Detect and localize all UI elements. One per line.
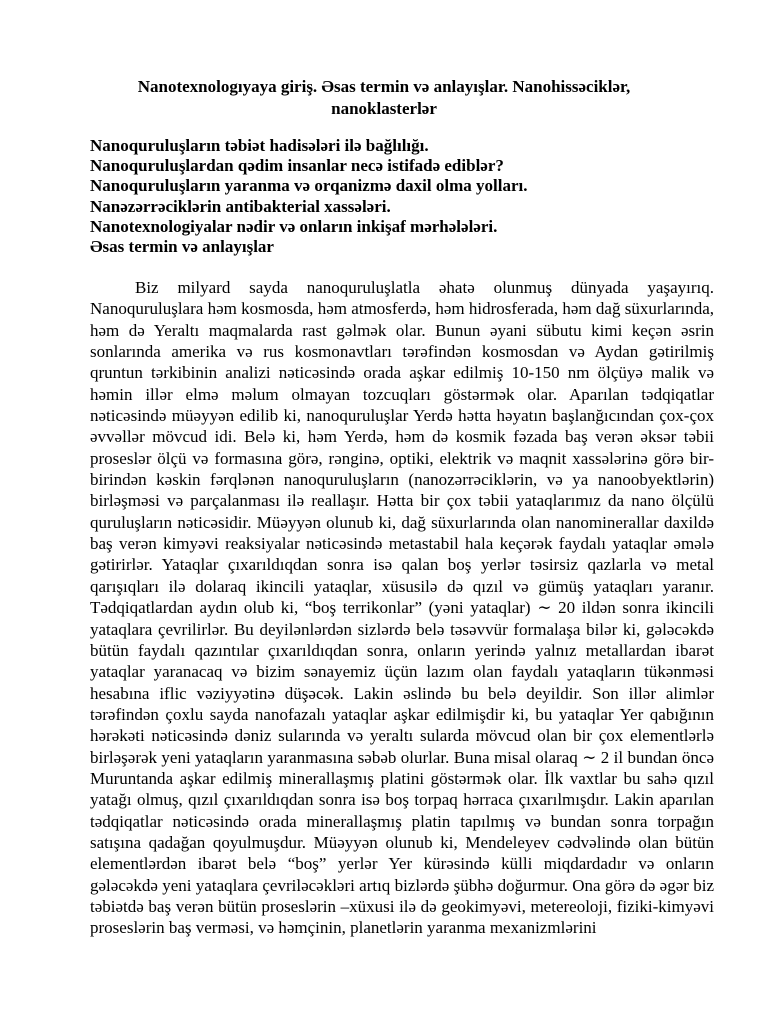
topic-item: Nanoquruluşların təbiət hadisələri ilə bağlılığı. bbox=[90, 136, 429, 155]
topic-item: Nanoquruluşların yaranma və orqanizmə daxil olma yolları. bbox=[90, 176, 528, 196]
topic-list bbox=[90, 136, 730, 257]
document-title: Nanotexnologıyaya giriş. Əsas termin və anlayışlar. Nanohissəciklər, nanoklasterlər bbox=[137, 77, 631, 118]
topic-item: Nanoquruluşlardan qədim insanlar necə istifadə ediblər? bbox=[90, 156, 504, 176]
body-paragraph: Biz milyard sayda nanoquruluşlatla əhatə olunmuş dünyada yaşayırıq. Nanoquruluşlara həm kosmosda, həm atmosferdə, həm hidrosferada, həm dağ süxurlarında, həm də Yeraltı maqmalarda rast gəlmək olar. Bunun əyani sübutu kimi keçən əsrin sonlarında amerika və rus kosmonavtları tərəfindən kosmosdan və Aydan gətirilmiş qruntun tərkibinin analizi nəticəsində orada aşkar edilmiş 10-150 nm ölçüyə malik və həmin illər elmə məlum olmayan tozcuqları göstərmək olar. Aparılan tədqiqatlar nəticəsində müəyyən edilib ki, nanoquruluşlar Yerdə hətta həyatın başlanğıcından çox-çox əvvəllər mövcud idi. Belə ki, həm Yerdə, həm də kosmik fəzada baş verən əksər təbii proseslər ölçü və formasına görə, rənginə, optiki, elektrik və maqnit xassələrinə görə bir-birindən kəskin fərqlənən nanoquruluşların (nanozərrəciklərin, və ya nanoobyektlərin) birləşməsi və parçalanması ilə reallaşır. Hətta bir çox təbii yataqlarımız da nano ölçülü quruluşların nəticəsidir. Müəyyən olunub ki, dağ süxurlarında olan nanominerallar daxildə baş verən kimyəvi reaksiyalar nəticəsində metastabil hala keçərək faydalı yataqlar əmələ gətirirlər. Yataqlar çıxarıldıqdan sonra isə qalan boş yerlər təsirsiz qazlarla və metal qarışıqları ilə dolaraq ikincili yataqlar, xüsusilə də qızıl və gümüş yataqları yaranır. Tədqiqatlardan aydın olub ki, “boş terrikonlar” (yəni yataqlar) ∼ 20 ildən sonra ikincili yataqlara çevrilirlər. Bu deyilənlərdən sizlərdə belə təsəvvür formalaşa bilər ki, gələcəkdə bütün faydalı qazıntılar çıxarıldıqdan sonra, onların yerində yalnız metallardan ibarət yataqlar yaranacaq və bizim sənayemiz üçün lazım olan faydalı yataqların tükənməsi hesabına iflic vəziyyətinə düşəcək. Lakin əslində bu belə deyildir. Son illər alimlər tərəfindən çoxlu sayda nanofazalı yataqlar aşkar edilmişdir ki, bu yataqlar Yer qabığının hərəkəti nəticəsində dəniz sularında və yeraltı sularda mövcud olan bir çox elementlərlə birləşərək yeni yataqların yaranmasına səbəb olurlar. Buna misal olaraq ∼ 2 il bundan öncə Muruntanda aşkar edilmiş minerallaşmış platini göstərmək olar. İlk vaxtlar bu sahə qızıl yatağı olmuş, qızıl çıxarıldıqdan sonra isə boş torpaq hərraca çıxarılmışdır. Lakin aparılan tədqiqatlar nəticəsində orada minerallaşmış platin tapılmış və bundan sonra torpağın satışına qadağan qoyulmuşdur. Müəyyən olunub ki, Mendeleyev cədvəlində olan bütün elementlərdən ibarət belə “boş” yerlər Yer kürəsində külli miqdardadır və onların gələcəkdə yeni yataqlara çevriləcəkləri artıq bizlərdə şübhə doğurmur. Ona görə də əgər biz təbiətdə baş verən bütün proseslərin –xüxusi ilə də geokimyəvi, metereoloji, fiziki-kimyəvi proseslərin baş verməsi, və həmçinin, planetlərin yaranma mexanizmlərini bbox=[90, 278, 714, 938]
topic-item: Nanotexnologiyalar nədir və onların inkişaf mərhələləri. bbox=[90, 216, 498, 236]
topic-item: Əsas termin və anlayışlar bbox=[90, 237, 274, 257]
topic-item: Nanəzərrəciklərin antibakterial xassələri. bbox=[90, 196, 391, 216]
